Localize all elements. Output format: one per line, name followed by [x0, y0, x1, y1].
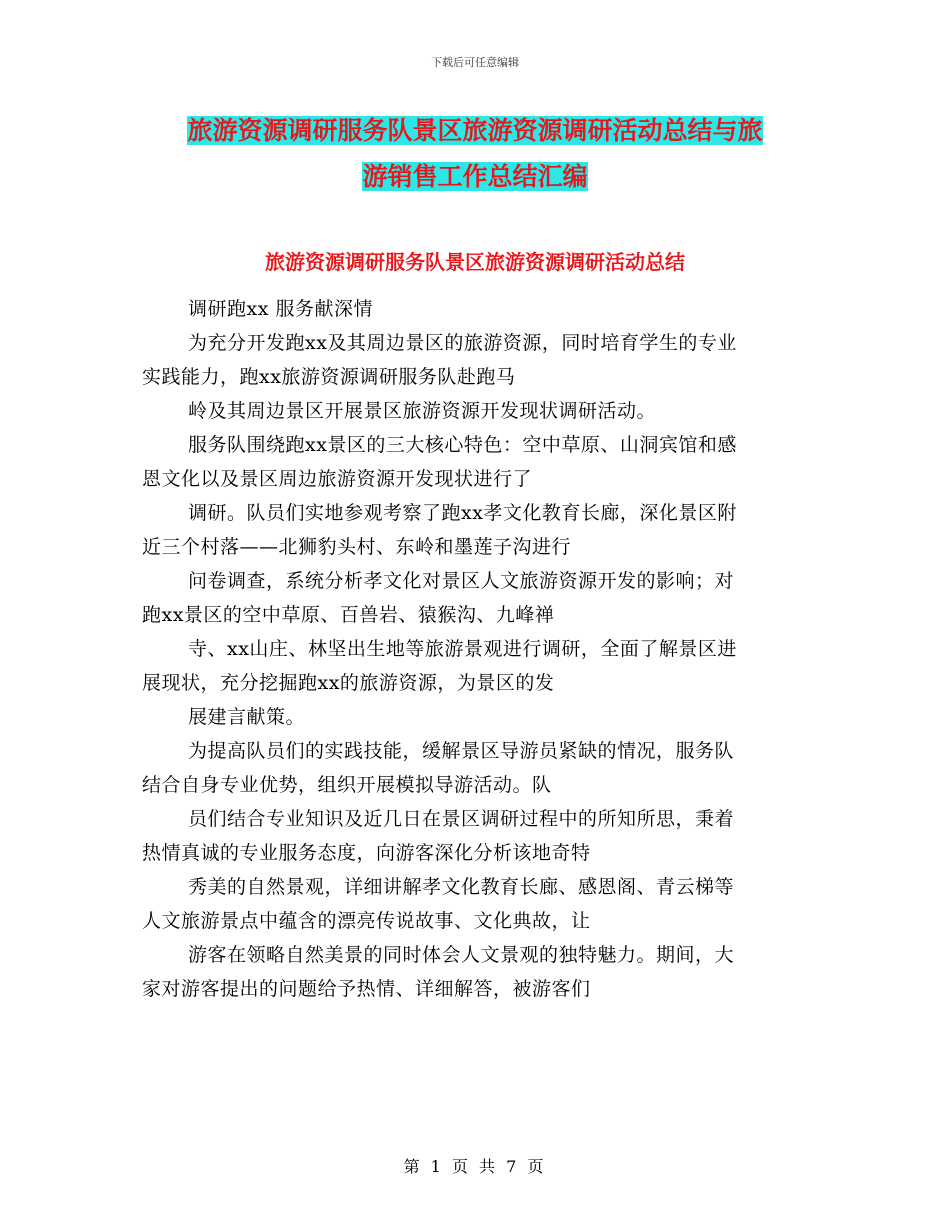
- title-line-2: 游销售工作总结汇编: [362, 162, 588, 191]
- paragraph-line: 服务队围绕跑xx景区的三大核心特色：空中草原、山洞宾馆和感: [188, 434, 737, 456]
- paragraph-line: 岭及其周边景区开展景区旅游资源开发现状调研活动。: [188, 400, 657, 422]
- paragraph-line: 调研。队员们实地参观考察了跑xx孝文化教育长廊，深化景区附: [188, 502, 737, 524]
- paragraph-line: 寺、xx山庄、林坚出生地等旅游景观进行调研，全面了解景区进: [188, 638, 737, 660]
- paragraph-line: 为提高队员们的实践技能，缓解景区导游员紧缺的情况，服务队: [188, 740, 735, 762]
- paragraph-line: 展现状，充分挖掘跑xx的旅游资源，为景区的发: [142, 672, 555, 694]
- header-note: 下载后可任意编辑: [431, 56, 519, 69]
- paragraph-line: 为充分开发跑xx及其周边景区的旅游资源，同时培育学生的专业: [188, 332, 737, 354]
- paragraph-line: 展建言献策。: [188, 706, 306, 728]
- page-footer: 第 1 页 共 7 页: [403, 1157, 547, 1176]
- section-title: 旅游资源调研服务队景区旅游资源调研活动总结: [265, 250, 685, 274]
- paragraph-line: 恩文化以及景区周边旅游资源开发现状进行了: [142, 468, 533, 490]
- paragraph-line: 游客在领略自然美景的同时体会人文景观的独特魅力。期间，大: [188, 944, 735, 966]
- paragraph-line: 人文旅游景点中蕴含的漂亮传说故事、文化典故，让: [142, 910, 591, 932]
- body-text: [142, 292, 810, 1006]
- paragraph-line: 热情真诚的专业服务态度，向游客深化分析该地奇特: [142, 842, 591, 864]
- paragraph-line: 跑xx景区的空中草原、百兽岩、猿猴沟、九峰禅: [142, 604, 555, 626]
- paragraph-line: 员们结合专业知识及近几日在景区调研过程中的所知所思，秉着: [188, 808, 735, 830]
- paragraph-line: 近三个村落——北狮豹头村、东岭和墨莲子沟进行: [142, 536, 572, 558]
- paragraph-line: 秀美的自然景观，详细讲解孝文化教育长廊、感恩阁、青云梯等: [188, 876, 735, 898]
- paragraph-line: 实践能力，跑xx旅游资源调研服务队赴跑马: [142, 366, 516, 388]
- title-line-1: 旅游资源调研服务队景区旅游资源调研活动总结与旅: [187, 116, 763, 145]
- paragraph-line: 问卷调查，系统分析孝文化对景区人文旅游资源开发的影响；对: [188, 570, 735, 592]
- paragraph-line: 结合自身专业优势，组织开展模拟导游活动。队: [142, 774, 552, 796]
- paragraph-line: 调研跑xx 服务献深情: [188, 298, 373, 320]
- document-title: [140, 108, 810, 200]
- paragraph-line: 家对游客提出的问题给予热情、详细解答，被游客们: [142, 978, 591, 1000]
